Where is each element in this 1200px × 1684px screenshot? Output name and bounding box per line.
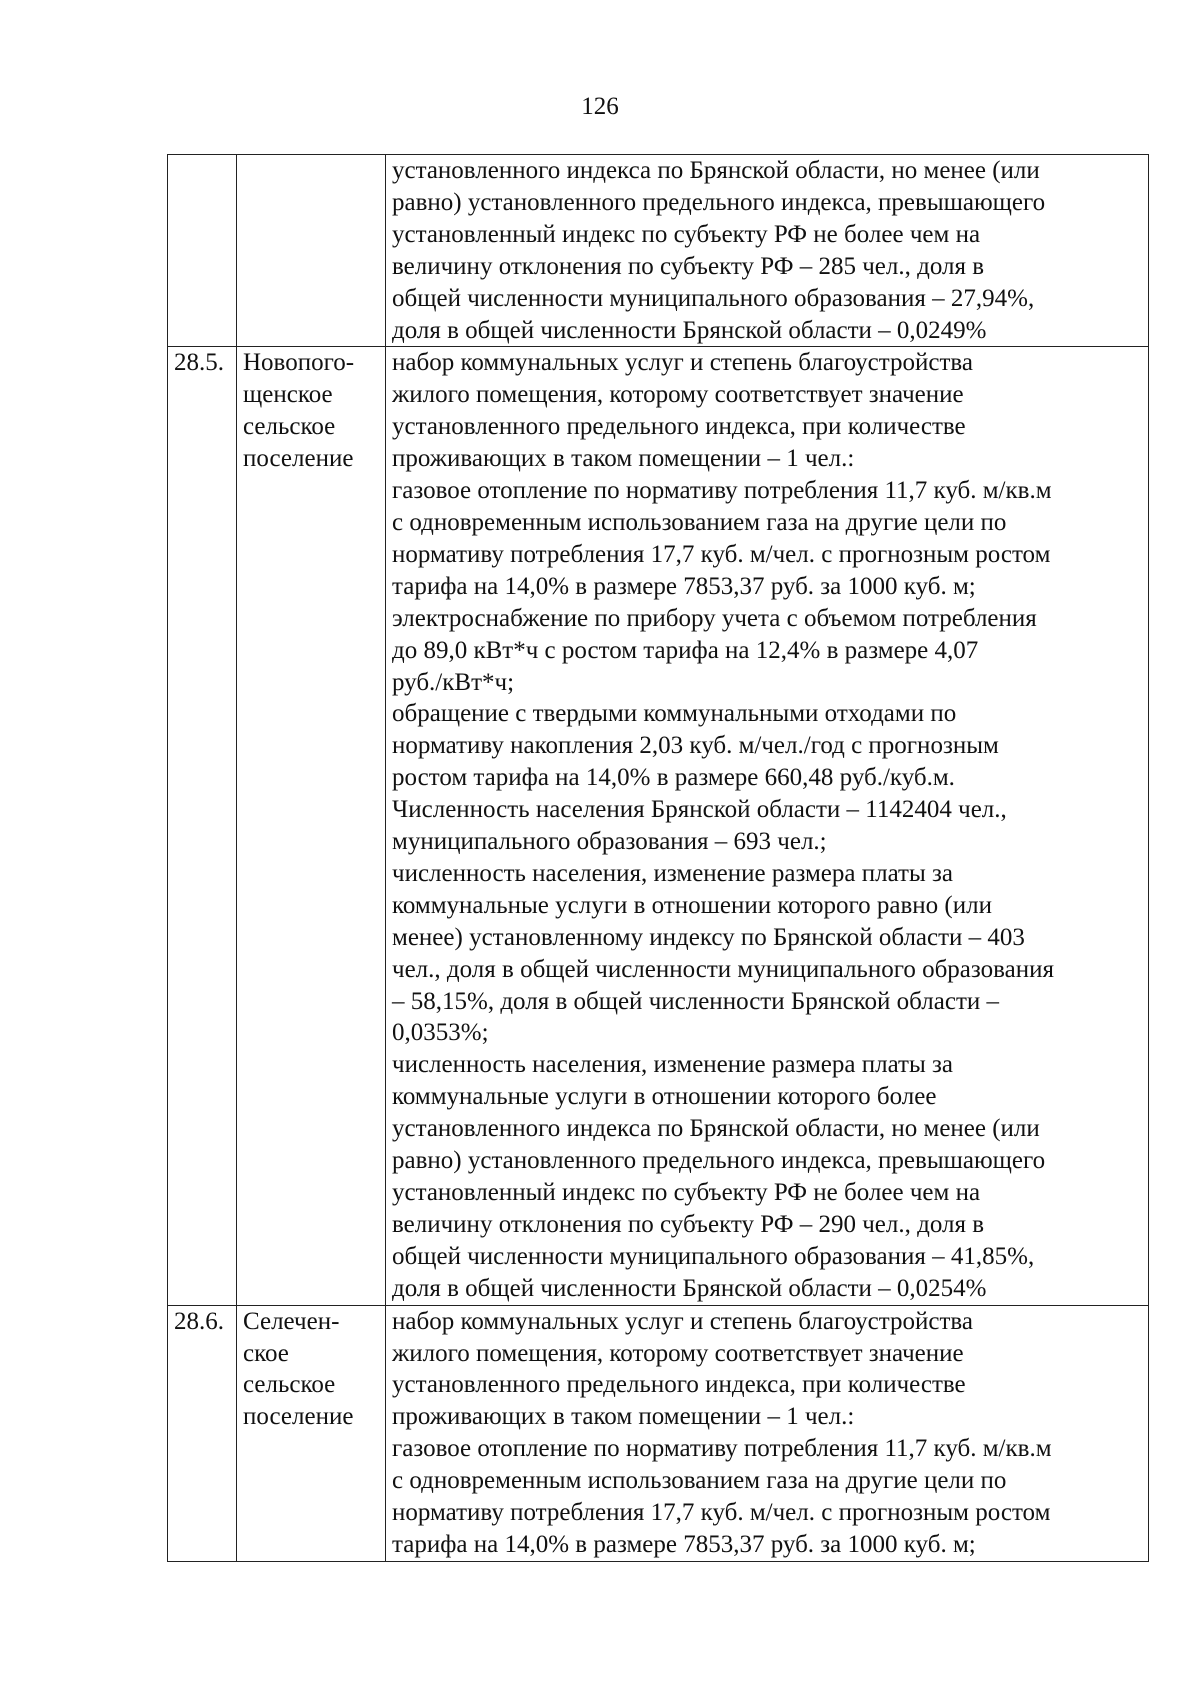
- text-line: установленный индекс по субъекту РФ не более чем на: [392, 1179, 981, 1206]
- description-cell: [386, 347, 1149, 1305]
- text-line: электроснабжение по прибору учета с объемом потребления: [392, 604, 1037, 632]
- text-line: величину отклонения по субъекту РФ – 290 чел., доля в: [392, 1210, 985, 1238]
- text-line: ростом тарифа на 14,0% в размере 660,48 руб./куб.м.: [392, 764, 955, 792]
- tariff-table-body: [168, 155, 1149, 1562]
- text-line: равно) установленного предельного индекса, превышающего: [392, 1147, 1046, 1175]
- text-line: газовое отопление по нормативу потребления 11,7 куб. м/кв.м: [392, 1435, 1052, 1463]
- text-line: сельское: [243, 1371, 336, 1399]
- text-line: – 58,15%, доля в общей численности Брянской области –: [392, 987, 999, 1015]
- tariff-table: [167, 154, 1149, 1562]
- row-number-cell: 28.5.: [168, 347, 237, 1305]
- text-line: ское: [243, 1339, 289, 1367]
- text-line: доля в общей численности Брянской области – 0,0249%: [392, 316, 987, 344]
- text-line: муниципального образования – 693 чел.;: [392, 828, 827, 856]
- text-line: общей численности муниципального образования – 41,85%,: [392, 1242, 1035, 1270]
- text-line: установленный индекс по субъекту РФ не более чем на: [392, 220, 981, 248]
- municipality-name-cell: [237, 155, 386, 347]
- text-line: тарифа на 14,0% в размере 7853,37 руб. за 1000 куб. м;: [392, 1530, 976, 1558]
- text-line: Селечен-: [243, 1307, 340, 1335]
- text-line: установленного предельного индекса, при количестве: [392, 413, 966, 441]
- text-line: с одновременным использованием газа на другие цели по: [392, 508, 1007, 536]
- text-line: установленного индекса по Брянской области, но менее (или: [392, 157, 1040, 184]
- text-line: поселение: [243, 445, 354, 473]
- text-line: проживающих в таком помещении – 1 чел.:: [392, 445, 855, 473]
- text-line: равно) установленного предельного индекса, превышающего: [392, 188, 1046, 216]
- text-line: нормативу потребления 17,7 куб. м/чел. с прогнозным ростом: [392, 1499, 1051, 1527]
- text-line: жилого помещения, которому соответствует значение: [392, 381, 964, 409]
- text-line: общей численности муниципального образования – 27,94%,: [392, 284, 1035, 312]
- text-line: обращение с твердыми коммунальными отходами по: [392, 700, 957, 728]
- text-line: тарифа на 14,0% в размере 7853,37 руб. за 1000 куб. м;: [392, 572, 976, 600]
- text-line: Численность населения Брянской области – 1142404 чел.,: [392, 796, 1007, 824]
- municipality-name-cell: [237, 347, 386, 1305]
- text-line: коммунальные услуги в отношении которого более: [392, 1083, 937, 1111]
- page-number: 126: [581, 93, 619, 120]
- text-line: жилого помещения, которому соответствует значение: [392, 1339, 964, 1367]
- text-line: нормативу потребления 17,7 куб. м/чел. с прогнозным ростом: [392, 540, 1051, 568]
- text-line: 0,0353%;: [392, 1019, 489, 1047]
- text-line: менее) установленному индексу по Брянской области – 403: [392, 923, 1025, 951]
- text-line: набор коммунальных услуг и степень благоустройства: [392, 1307, 973, 1335]
- row-number-cell: 28.6.: [168, 1305, 237, 1561]
- text-line: коммунальные услуги в отношении которого равно (или: [392, 891, 992, 919]
- text-line: руб./кВт*ч;: [392, 668, 515, 696]
- text-line: с одновременным использованием газа на другие цели по: [392, 1467, 1007, 1495]
- text-line: доля в общей численности Брянской области – 0,0254%: [392, 1274, 987, 1302]
- municipality-name-cell: [237, 1305, 386, 1561]
- table-row: [168, 347, 1149, 1305]
- text-line: величину отклонения по субъекту РФ – 285 чел., доля в: [392, 252, 985, 280]
- text-line: установленного индекса по Брянской области, но менее (или: [392, 1115, 1040, 1143]
- text-line: до 89,0 кВт*ч с ростом тарифа на 12,4% в размере 4,07: [392, 636, 979, 664]
- table-row: [168, 1305, 1149, 1561]
- text-line: установленного предельного индекса, при количестве: [392, 1371, 966, 1399]
- text-line: газовое отопление по нормативу потребления 11,7 куб. м/кв.м: [392, 477, 1052, 505]
- text-line: Новопого-: [243, 349, 355, 377]
- text-line: чел., доля в общей численности муниципального образования: [392, 955, 1054, 983]
- text-line: численность населения, изменение размера платы за: [392, 1051, 953, 1079]
- text-line: щенское: [243, 381, 333, 409]
- text-line: набор коммунальных услуг и степень благоустройства: [392, 349, 973, 377]
- text-line: сельское: [243, 413, 336, 441]
- description-cell: [386, 155, 1149, 347]
- description-cell: [386, 1305, 1149, 1561]
- text-line: проживающих в таком помещении – 1 чел.:: [392, 1403, 855, 1431]
- text-line: поселение: [243, 1403, 354, 1431]
- row-number-cell: [168, 155, 237, 347]
- table-row: [168, 155, 1149, 347]
- text-line: нормативу накопления 2,03 куб. м/чел./год с прогнозным: [392, 732, 999, 760]
- text-line: численность населения, изменение размера платы за: [392, 859, 953, 887]
